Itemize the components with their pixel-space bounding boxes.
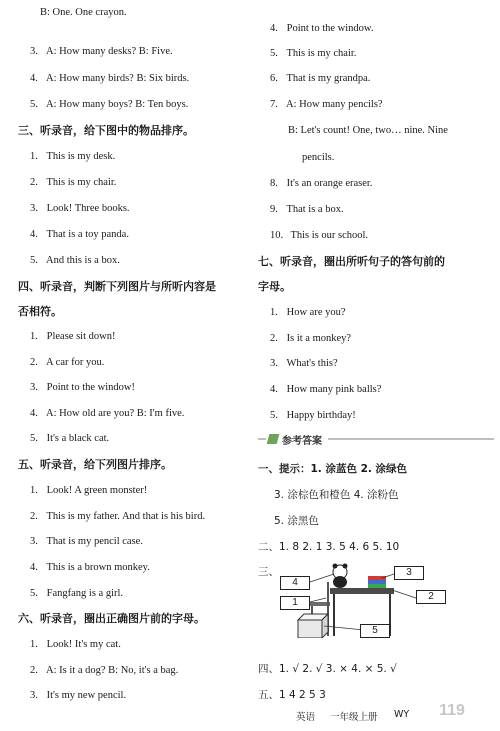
list-item: 3. Look! Three books.: [30, 203, 130, 214]
section-title: 三、听录音，给下图中的物品排序。: [18, 124, 194, 137]
list-item: 3. Point to the window!: [30, 382, 135, 393]
list-item-cont: B: Let's count! One, two… nine. Nine: [288, 125, 448, 136]
answer-5: 五、1 4 2 5 3: [258, 689, 326, 701]
answer-box: 5: [360, 624, 390, 638]
list-item: 5. And this is a box.: [30, 255, 120, 266]
answer-1c: 5. 涂黑色: [274, 515, 319, 527]
answer-4: 四、1. √ 2. √ 3. × 4. × 5. √: [258, 663, 397, 675]
section-title-cont: 字母。: [258, 280, 291, 293]
section-title: 四、听录音，判断下列图片与所听内容是: [18, 280, 216, 293]
list-item: 4. Point to the window.: [270, 23, 374, 34]
footer-grade: 一年级上册: [330, 712, 378, 723]
list-item: 1. Look! It's my cat.: [30, 639, 121, 650]
answer-3-label: 三、: [258, 566, 279, 578]
answer-box: 1: [280, 596, 310, 610]
list-item: 9. That is a box.: [270, 204, 344, 215]
answer-2: 二、1. 8 2. 1 3. 5 4. 6 5. 10: [258, 541, 400, 553]
list-item: 3. A: How many desks? B: Five.: [30, 46, 173, 57]
answer-box: 3: [394, 566, 424, 580]
answer-1a: 一、提示：1. 涂蓝色 2. 涂绿色: [258, 463, 408, 475]
list-item: 1. Look! A green monster!: [30, 485, 148, 496]
list-item: 5. It's a black cat.: [30, 433, 110, 444]
answer-1b: 3. 涂棕色和橙色 4. 涂粉色: [274, 489, 399, 501]
list-item: 2. A: Is it a dog? B: No, it's a bag.: [30, 665, 179, 676]
list-item: 1. How are you?: [270, 307, 346, 318]
list-item: 2. This is my father. And that is his bird.: [30, 511, 206, 522]
list-item: 8. It's an orange eraser.: [270, 178, 373, 189]
list-item: 2. A car for you.: [30, 357, 105, 368]
list-item: B: One. One crayon.: [40, 7, 127, 18]
list-item: 4. A: How many birds? B: Six birds.: [30, 73, 190, 84]
list-item: 2. This is my chair.: [30, 177, 117, 188]
list-item: 5. Fangfang is a girl.: [30, 588, 124, 599]
classroom-scene: [276, 562, 446, 638]
list-item: 4. That is a toy panda.: [30, 229, 129, 240]
footer-edition: WY: [394, 709, 410, 720]
answer-box: 4: [280, 576, 310, 590]
banner-marker-icon: [267, 434, 280, 444]
list-item-cont: pencils.: [302, 152, 335, 163]
list-item: 1. This is my desk.: [30, 151, 116, 162]
list-item: 3. What's this?: [270, 358, 338, 369]
section-title: 七、听录音，圈出所听句子的答句前的: [258, 255, 445, 268]
answer-box: 2: [416, 590, 446, 604]
list-item: 2. Is it a monkey?: [270, 333, 352, 344]
list-item: 3. That is my pencil case.: [30, 536, 143, 547]
section-title: 五、听录音，给下列图片排序。: [18, 458, 172, 471]
list-item: 4. A: How old are you? B: I'm five.: [30, 408, 185, 419]
list-item: 5. Happy birthday!: [270, 410, 356, 421]
list-item: 5. This is my chair.: [270, 48, 357, 59]
list-item: 1. Please sit down!: [30, 331, 116, 342]
list-item: 10. This is our school.: [270, 230, 369, 241]
list-item: 4. This is a brown monkey.: [30, 562, 150, 573]
footer-subject: 英语: [296, 712, 316, 723]
list-item: 4. How many pink balls?: [270, 384, 382, 395]
page-number: 119: [439, 702, 465, 719]
list-item: 7. A: How many pencils?: [270, 99, 383, 110]
list-item: 6. That is my grandpa.: [270, 73, 371, 84]
section-title: 六、听录音，圈出正确图片前的字母。: [18, 612, 205, 625]
answers-label: 参考答案: [282, 436, 322, 447]
section-title-cont: 否相符。: [18, 305, 62, 318]
answers-banner: [258, 432, 494, 446]
list-item: 5. A: How many boys? B: Ten boys.: [30, 99, 189, 110]
list-item: 3. It's my new pencil.: [30, 690, 127, 701]
